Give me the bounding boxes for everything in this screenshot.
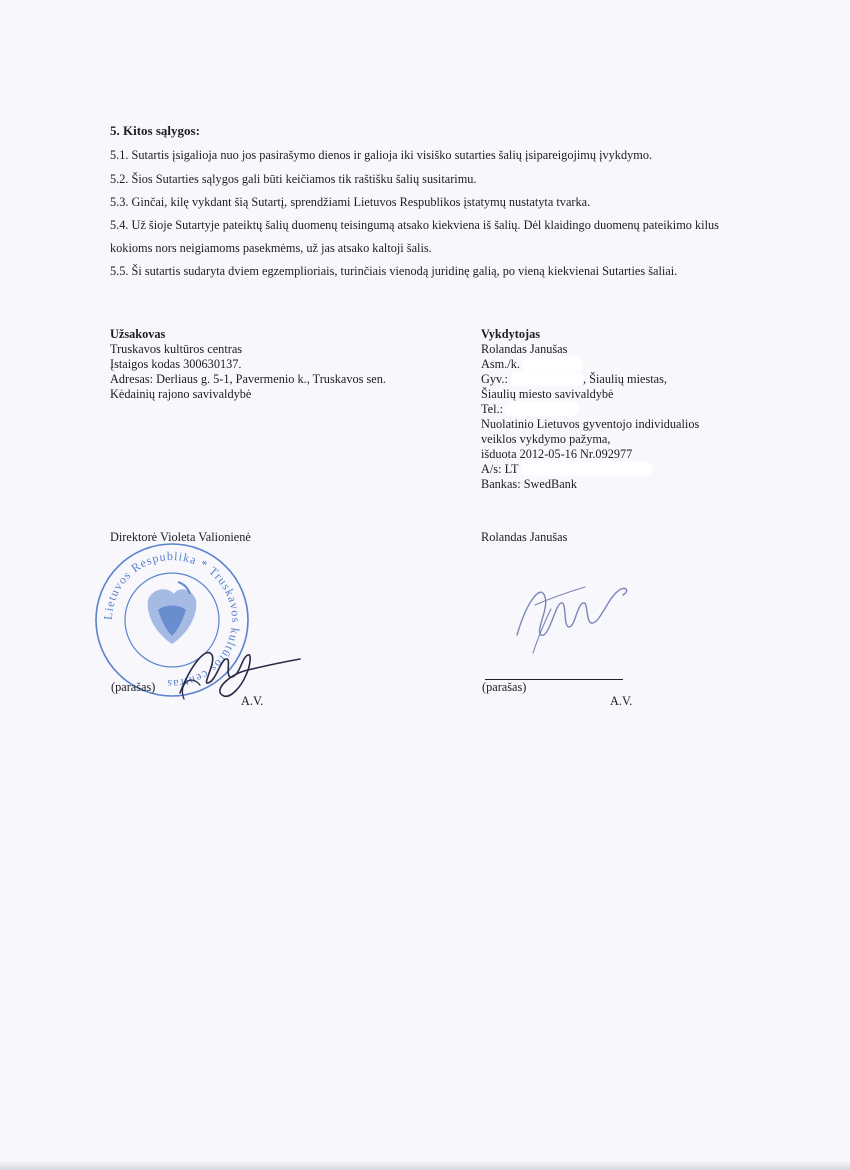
- redacted-personal-code: [523, 357, 583, 370]
- redacted-account: [521, 462, 651, 475]
- clause-5-3: 5.3. Ginčai, kilę vykdant šią Sutartį, sprendžiami Lietuvos Respublikos įstatymų nustatyta tvarka.: [110, 195, 591, 209]
- stamp-text: Lietuvos Respublika * Truskavos kultūros centras: [100, 548, 244, 692]
- redacted-street: [511, 372, 583, 385]
- phone-label: Tel.:: [481, 402, 507, 416]
- clause-5-4-cont: kokioms nors neigiamoms pasekmėms, už jas atsako kaltoji šalis.: [110, 241, 432, 255]
- contractor-cert-1: Nuolatinio Lietuvos gyventojo individualios: [481, 417, 700, 431]
- account-label: A/s: LT: [481, 462, 522, 476]
- residence-city: , Šiaulių miestas,: [582, 372, 667, 386]
- contractor-heading: Vykdytojas: [481, 327, 540, 341]
- page-bottom-edge: [0, 1162, 850, 1170]
- contractor-cert-2: veiklos vykdymo pažyma,: [481, 432, 611, 446]
- contractor-residence: [481, 372, 699, 387]
- contractor-signature: [505, 565, 635, 660]
- redacted-phone: [506, 402, 578, 415]
- contractor-phone: [481, 402, 699, 417]
- customer-municipality: Kėdainių rajono savivaldybė: [110, 387, 252, 401]
- personal-code-label: Asm./k.: [481, 357, 524, 371]
- contractor-cert-3: išduota 2012-05-16 Nr.092977: [481, 447, 633, 461]
- clause-5-2: 5.2. Šios Sutarties sąlygos gali būti keičiamos tik raštišku šalių susitarimu.: [110, 172, 477, 186]
- contractor-signature-caption: (parašas): [482, 680, 527, 694]
- clause-5-5: 5.5. Ši sutartis sudaryta dviem egzemplioriais, turinčiais vienodą juridinę galią, po vieną kiekvienai Sutarties šaliai.: [110, 264, 678, 278]
- customer-seal-caption: A.V.: [241, 694, 264, 708]
- contractor-personal-code: [481, 357, 699, 372]
- customer-signatory: Direktorė Violeta Valionienė: [110, 530, 251, 544]
- contractor-signatory: Rolandas Janušas: [481, 530, 568, 544]
- section-title: 5. Kitos sąlygos:: [110, 123, 200, 138]
- customer-signature: [160, 615, 305, 710]
- residence-label: Gyv.:: [481, 372, 511, 386]
- customer-name: Truskavos kultūros centras: [110, 342, 243, 356]
- contractor-account: [481, 462, 699, 477]
- customer-code: Įstaigos kodas 300630137.: [110, 357, 242, 371]
- contractor-municipality: Šiaulių miesto savivaldybė: [481, 387, 614, 401]
- clause-5-1: 5.1. Sutartis įsigalioja nuo jos pasirašymo dienos ir galioja iki visiško sutarties šalių įsipareigojimų įvykdymo.: [110, 148, 653, 162]
- customer-signature-caption: (parašas): [111, 680, 156, 694]
- contractor-bank: Bankas: SwedBank: [481, 477, 577, 491]
- clause-5-4: 5.4. Už šioje Sutartyje pateiktų šalių duomenų teisingumą atsako kiekviena iš šalių. Dėl klaidingo duomenų pateikimo kilus: [110, 218, 719, 232]
- contractor-seal-caption: A.V.: [610, 694, 633, 708]
- customer-block: [110, 327, 386, 402]
- contractor-name: Rolandas Janušas: [481, 342, 568, 356]
- contractor-block: [481, 327, 699, 492]
- customer-heading: Užsakovas: [110, 327, 166, 341]
- customer-address: Adresas: Derliaus g. 5-1, Pavermenio k., Truskavos sen.: [110, 372, 386, 386]
